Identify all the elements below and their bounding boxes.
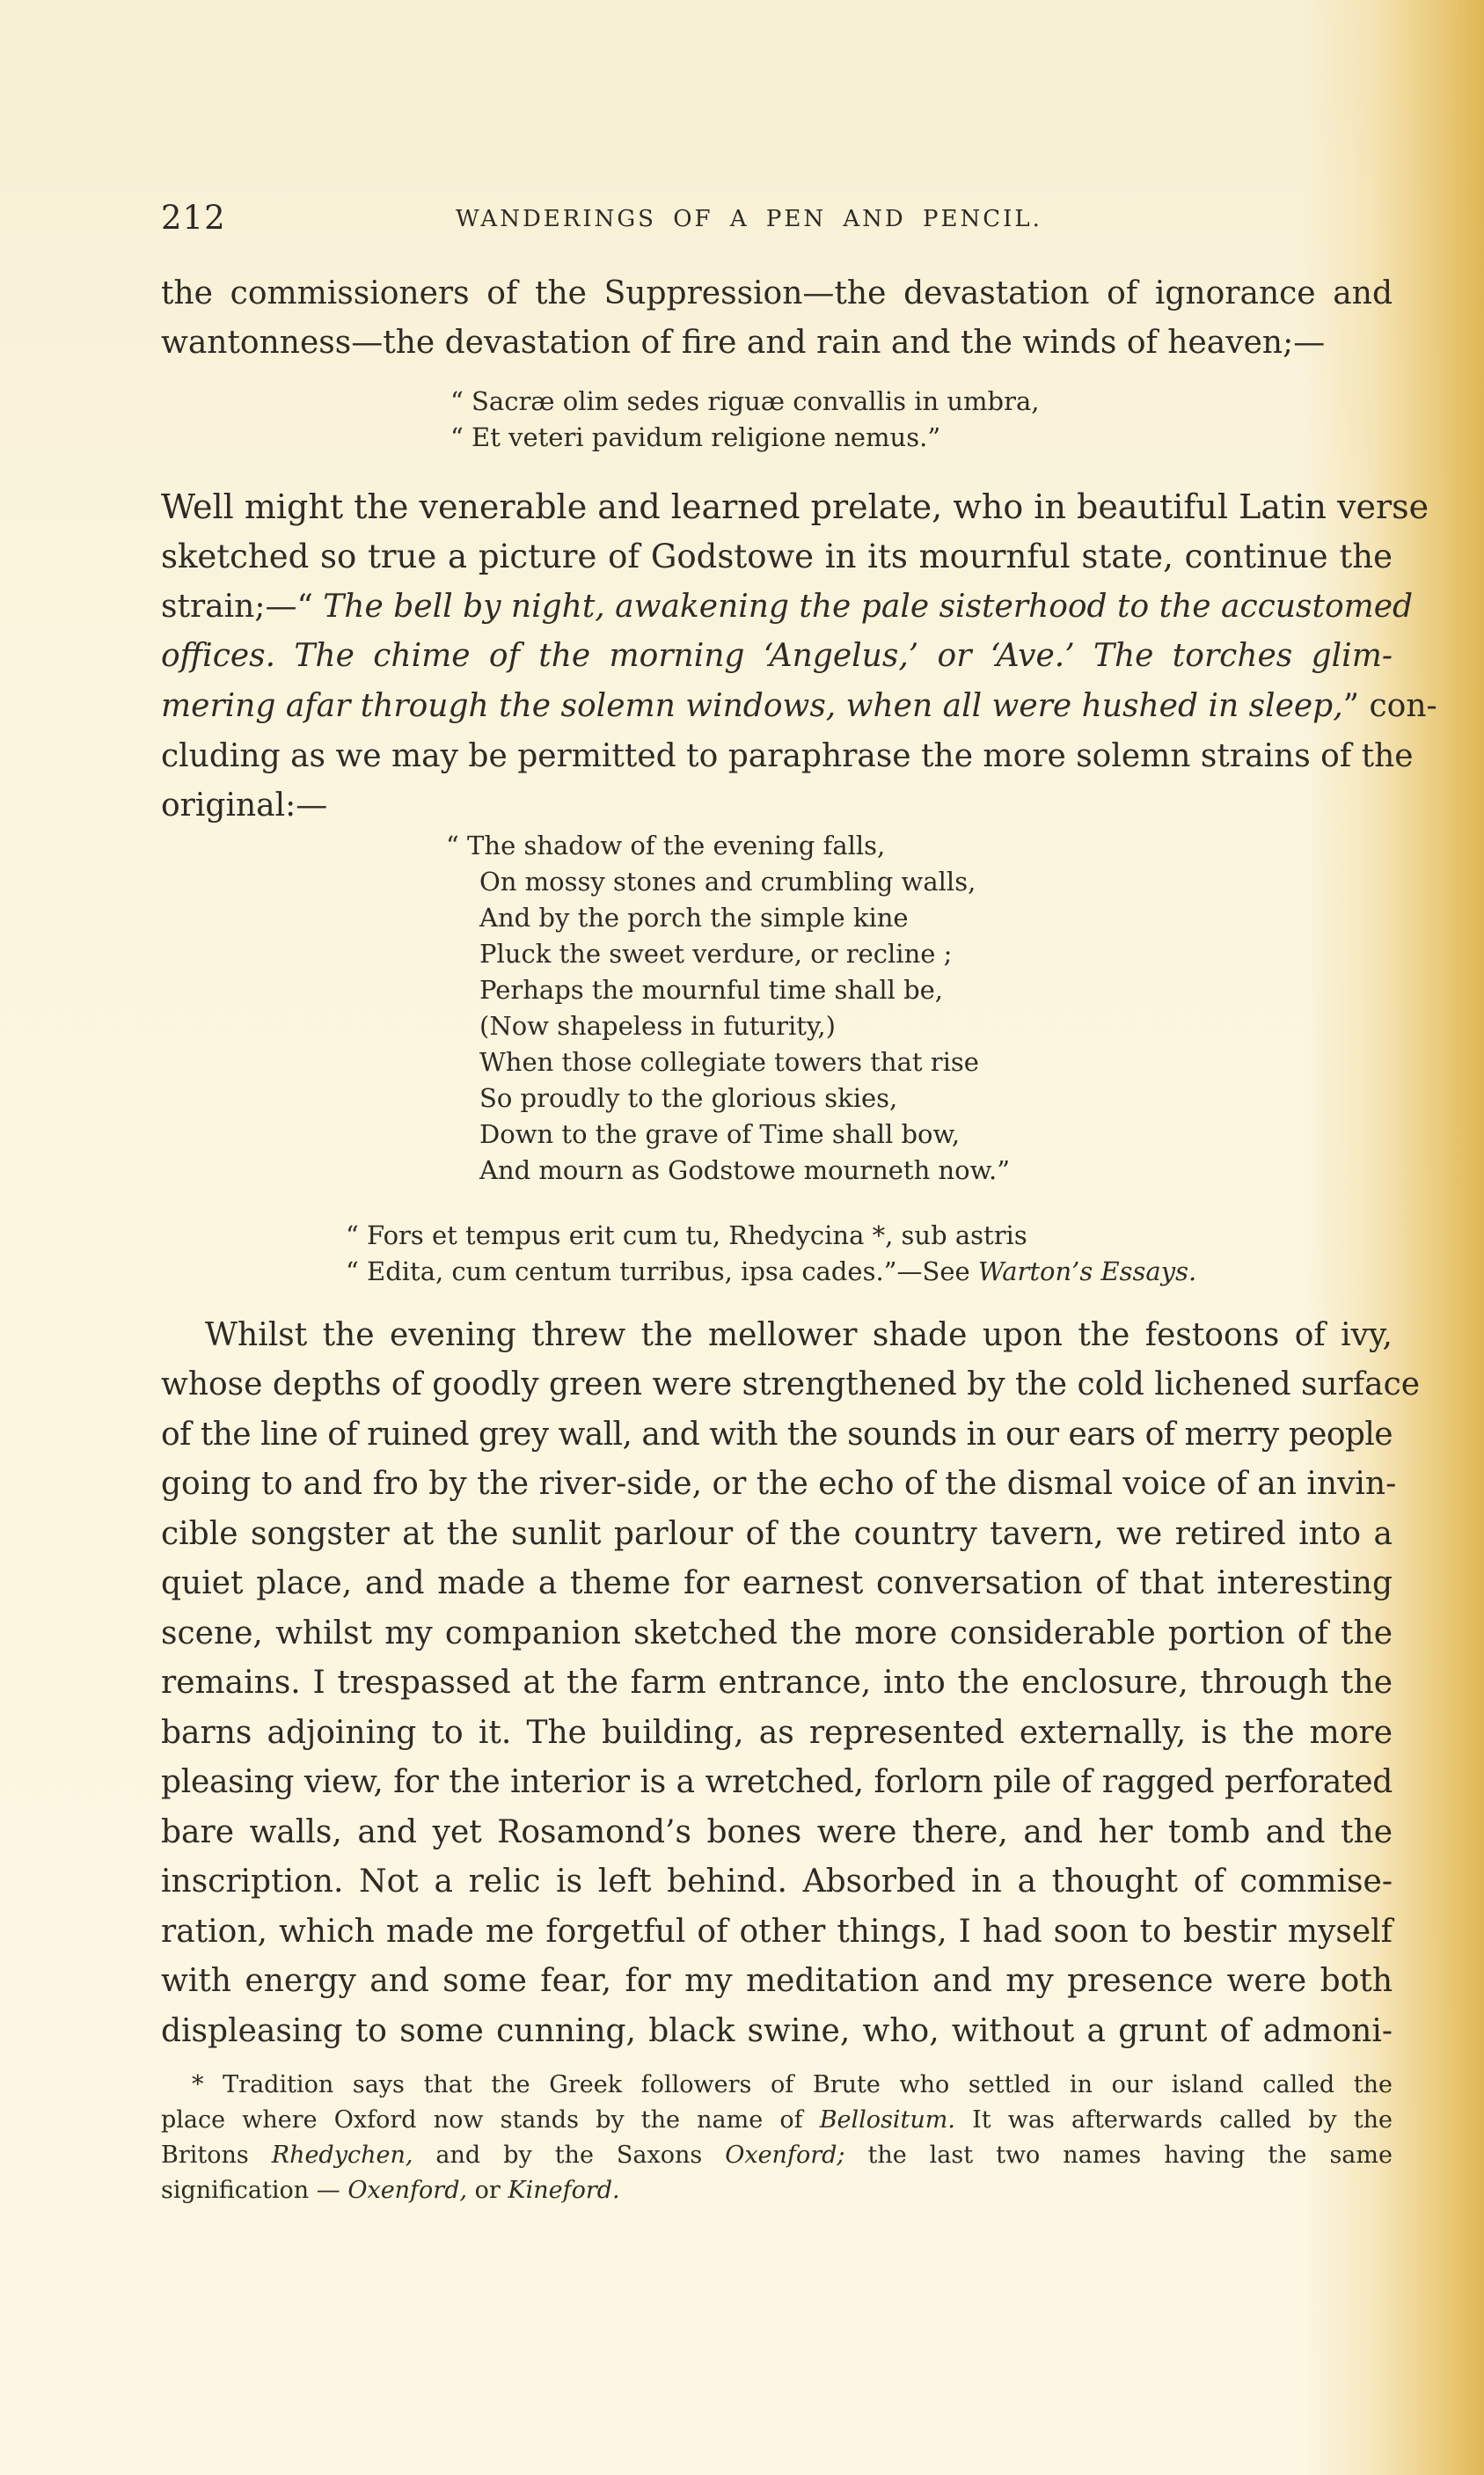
body-line: wantonness—the devastation of fire and rain and the winds of heaven;— (161, 325, 1326, 361)
body-line: offices. The chime of the morning ‘Angelus,’ or ‘Ave.’ The torches glim- (161, 638, 1393, 674)
body-line: ration, which made me forgetful of other things, I had soon to bestir myself (161, 1914, 1393, 1950)
text-roman: or (467, 2177, 508, 2204)
running-title: WANDERINGS OF A PEN AND PENCIL. (456, 206, 1042, 232)
footnote-line (161, 2103, 1393, 2138)
body-line (161, 682, 1437, 731)
text-roman: strain;—“ (161, 589, 324, 625)
latin-quote-line: “ Et veteri pavidum religione nemus.” (450, 422, 941, 452)
epigram (346, 1218, 1196, 1290)
page-number: 212 (161, 199, 226, 237)
body-line: Whilst the evening threw the mellower shade upon the festoons of ivy, (205, 1317, 1393, 1353)
body-line: remains. I trespassed at the farm entrance, into the enclosure, through the (161, 1665, 1393, 1701)
running-head (161, 199, 1393, 243)
text-italic: The bell by night, awakening the pale sisterhood to the accustomed (323, 589, 1414, 625)
body-line: sketched so true a picture of Godstowe in its mournful state, continue the (161, 538, 1393, 575)
text-italic: Bellositum. (819, 2106, 955, 2134)
body-line: cluding as we may be permitted to paraphrase the more solemn strains of the (161, 738, 1414, 774)
text-italic: Oxenford, (347, 2177, 468, 2204)
poem-line: And by the porch the simple kine (479, 903, 909, 933)
body-line: displeasing to some cunning, black swine, who, without a grunt of admoni- (161, 2013, 1393, 2049)
epigram-line: “ Fors et tempus erit cum tu, Rhedycina *, sub astris (346, 1220, 1027, 1250)
poem-line: Pluck the sweet verdure, or recline ; (479, 939, 953, 969)
poem-line: When those collegiate towers that rise (479, 1047, 979, 1077)
body-line: scene, whilst my companion sketched the more considerable portion of the (161, 1615, 1393, 1651)
text-italic: Rhedychen, (271, 2142, 413, 2169)
text-roman: place where Oxford now stands by the name of (161, 2106, 820, 2134)
poem-line: And mourn as Godstowe mourneth now.” (479, 1155, 1011, 1185)
body-line: inscription. Not a relic is left behind. Absorbed in a thought of commise- (161, 1864, 1393, 1900)
body-line: whose depths of goodly green were strengthened by the cold lichened surface (161, 1366, 1421, 1402)
latin-quote-line: “ Sacræ olim sedes riguæ convallis in umbra, (450, 386, 1040, 416)
poem-line: (Now shapeless in futurity,) (479, 1011, 836, 1041)
body-line: with energy and some fear, for my meditation and my presence were both (161, 1963, 1393, 1999)
poem-line: On mossy stones and crumbling walls, (479, 867, 976, 897)
body-line: quiet place, and made a theme for earnest conversation of that interesting (161, 1565, 1393, 1601)
text-roman: It was afterwards called by the (954, 2106, 1393, 2134)
text-roman: Britons (161, 2142, 272, 2169)
body-line: bare walls, and yet Rosamond’s bones were there, and her tomb and the (161, 1814, 1393, 1850)
poem (446, 828, 1011, 1189)
body-line: going to and fro by the river-side, or the echo of the dismal voice of an invin- (161, 1466, 1397, 1502)
text-roman: “ Edita, cum centum turribus, ipsa cades.”—See (346, 1256, 978, 1286)
poem-line: Perhaps the mournful time shall be, (479, 975, 944, 1005)
text-roman: signification — (161, 2177, 348, 2204)
body-line: original:— (161, 787, 328, 824)
text-italic: Oxenford; (725, 2142, 845, 2169)
poem-line: So proudly to the glorious skies, (479, 1083, 898, 1113)
text-roman: the last two names having the same (844, 2142, 1393, 2169)
body-line: Well might the venerable and learned prelate, who in beautiful Latin verse (161, 487, 1429, 526)
text-roman: and by the Saxons (413, 2142, 726, 2169)
body-line: cible songster at the sunlit parlour of the country tavern, we retired into a (161, 1516, 1393, 1552)
body-line: barns adjoining to it. The building, as represented externally, is the more (161, 1715, 1393, 1751)
text-italic: Kineford. (508, 2177, 620, 2204)
poem-line: Down to the grave of Time shall bow, (479, 1119, 961, 1149)
footnote-line (161, 2138, 1393, 2173)
latin-quote (450, 384, 1040, 456)
body-line: pleasing view, for the interior is a wretched, forlorn pile of ragged perforated (161, 1764, 1393, 1800)
body-line: of the line of ruined grey wall, and with the sounds in our ears of merry people (161, 1417, 1393, 1453)
text-roman: ” con- (1342, 688, 1437, 724)
epigram-line (346, 1254, 1196, 1290)
citation-italic: Warton’s Essays. (977, 1256, 1197, 1286)
body-line: the commissioners of the Suppression—the devastation of ignorance and (161, 275, 1393, 311)
poem-line: “ The shadow of the evening falls, (446, 831, 886, 860)
footnote-line: * Tradition says that the Greek followers of Brute who settled in our island called the (192, 2071, 1393, 2098)
footnote-line (161, 2173, 1393, 2208)
text-italic: mering afar through the solemn windows, when all were hushed in sleep, (161, 688, 1343, 724)
body-line (161, 582, 1414, 632)
